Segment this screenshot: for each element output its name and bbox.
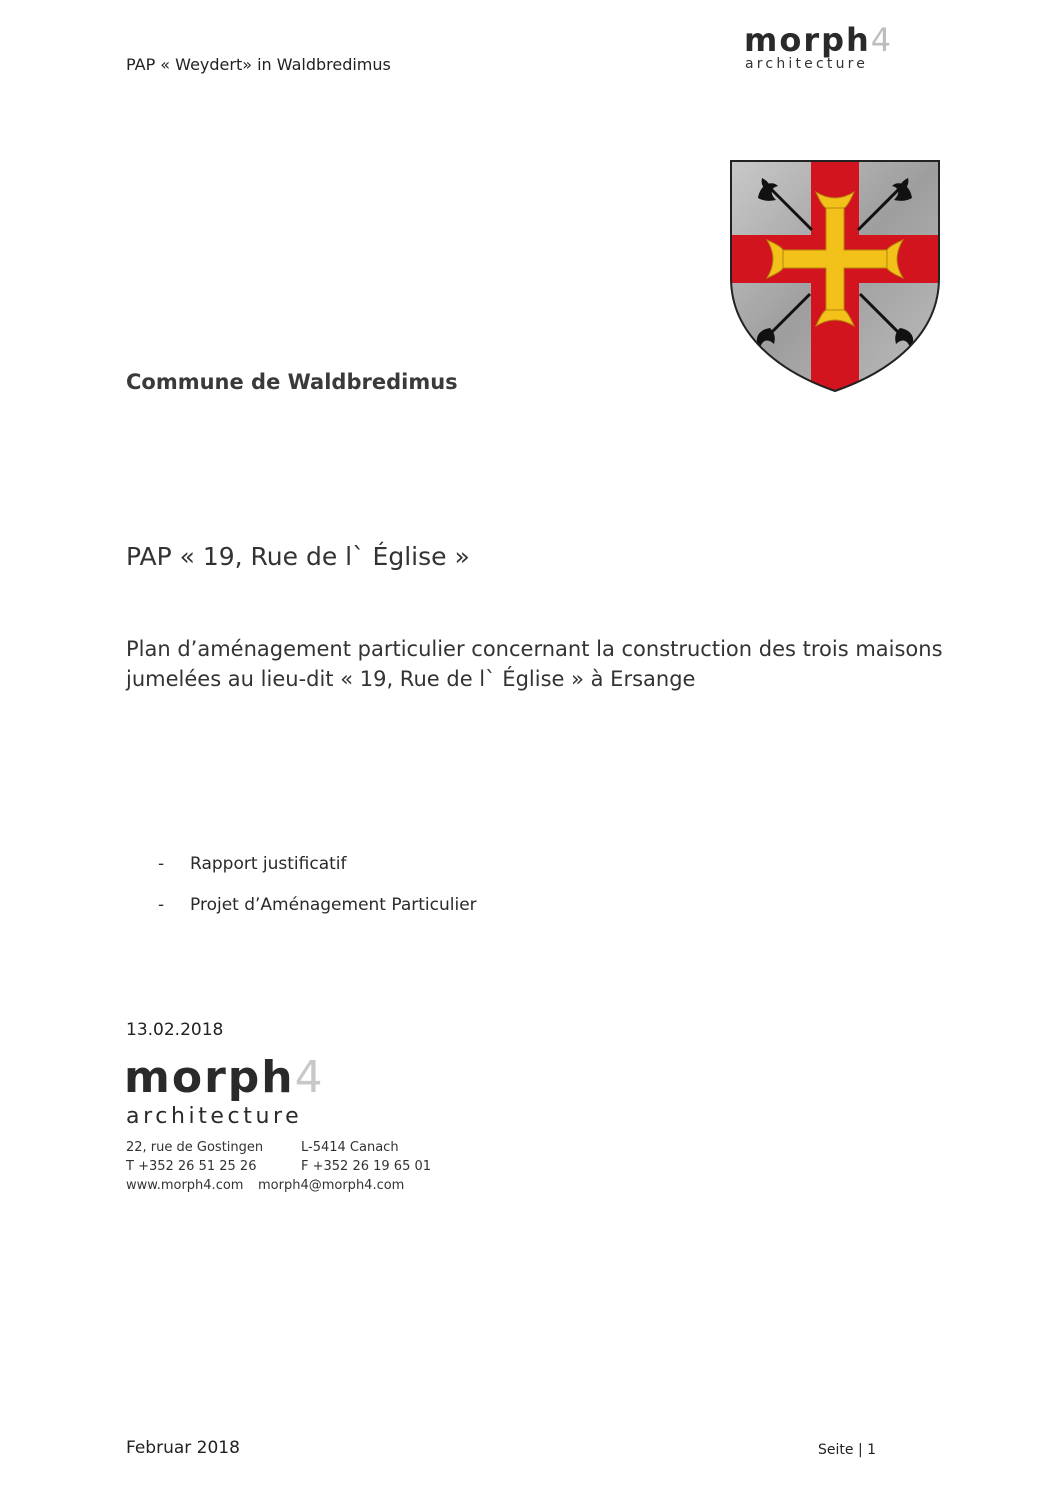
logo-word: morph4 — [744, 21, 894, 59]
morph4-logo-top — [744, 21, 936, 74]
list-item-label: Rapport justificatif — [190, 854, 347, 874]
company-web: www.morph4.com — [126, 1178, 244, 1193]
coat-of-arms-icon — [730, 160, 940, 392]
company-phone: T +352 26 51 25 26 — [126, 1159, 257, 1174]
page-number: Seite | 1 — [818, 1442, 877, 1458]
company-logo-sub: architecture — [126, 1104, 303, 1129]
footer-date: Februar 2018 — [126, 1438, 240, 1458]
list-item-label: Projet d’Aménagement Particulier — [190, 895, 477, 915]
morph4-logo-bottom — [124, 1052, 432, 1196]
header-project-title: PAP « Weydert» in Waldbredimus — [126, 55, 391, 74]
logo-sub: architecture — [745, 56, 869, 72]
plan-description — [126, 634, 1006, 694]
bullet-dash: - — [158, 895, 165, 915]
document-title: PAP « 19, Rue de l` Église » — [126, 542, 470, 571]
plan-description-line-2: jumelées au lieu-dit « 19, Rue de l` Église » à Ersange — [126, 667, 696, 691]
list-item — [158, 854, 347, 874]
commune-name: Commune de Waldbredimus — [126, 370, 458, 394]
web-row — [126, 1178, 404, 1193]
document-date: 13.02.2018 — [126, 1020, 224, 1040]
company-street: 22, rue de Gostingen — [126, 1140, 264, 1155]
contact-row — [126, 1159, 432, 1174]
company-city: L-5414 Canach — [301, 1140, 399, 1155]
company-email: morph4@morph4.com — [258, 1178, 405, 1193]
company-logo-word: morph4 — [124, 1052, 325, 1103]
address-row — [126, 1140, 404, 1155]
list-item — [158, 895, 477, 915]
company-fax: F +352 26 19 65 01 — [301, 1159, 432, 1174]
bullet-dash: - — [158, 854, 165, 874]
plan-description-line-1: Plan d’aménagement particulier concernant la construction des trois maisons — [126, 637, 943, 661]
